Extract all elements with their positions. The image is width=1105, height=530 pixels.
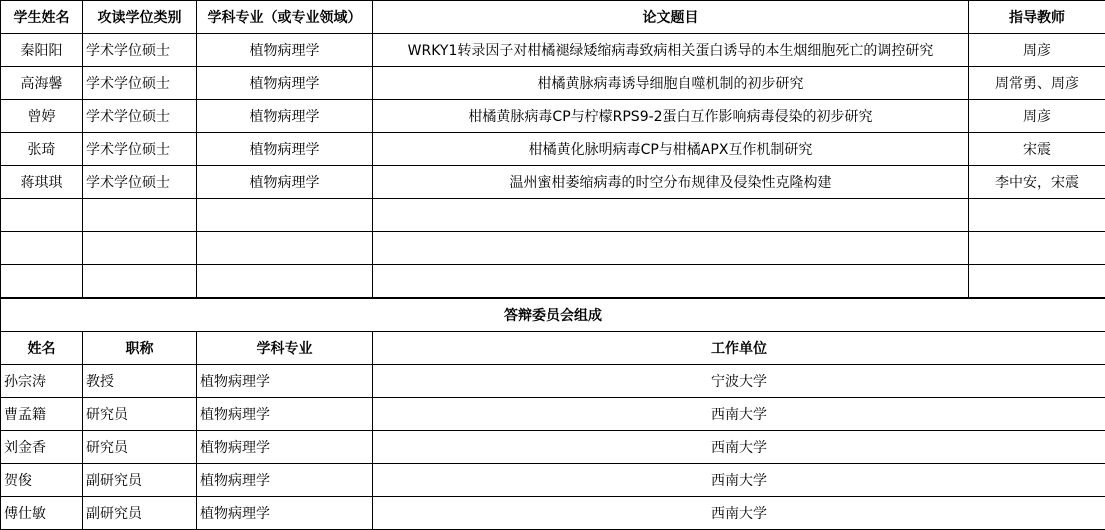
table-row <box>1 463 1105 496</box>
thesis-title: 柑橘黄化脉明病毒CP与柑橘APX互作机制研究 <box>373 133 969 166</box>
thesis-header-row <box>1 1 1105 34</box>
empty-cell <box>1 199 83 232</box>
major: 植物病理学 <box>197 34 373 67</box>
table-row <box>1 364 1105 397</box>
member-major: 植物病理学 <box>197 496 373 529</box>
empty-cell <box>83 199 197 232</box>
major: 植物病理学 <box>197 67 373 100</box>
member-unit: 西南大学 <box>373 496 1105 529</box>
table-row <box>1 397 1105 430</box>
header-major: 学科专业（或专业领域） <box>197 1 373 34</box>
empty-cell <box>373 199 969 232</box>
header-member-name: 姓名 <box>1 331 83 364</box>
student-name: 张琦 <box>1 133 83 166</box>
major: 植物病理学 <box>197 133 373 166</box>
table-row <box>1 34 1105 67</box>
member-rank: 副研究员 <box>83 496 197 529</box>
empty-cell <box>969 232 1105 265</box>
degree-type: 学术学位硕士 <box>83 100 197 133</box>
member-unit: 西南大学 <box>373 430 1105 463</box>
degree-type: 学术学位硕士 <box>83 67 197 100</box>
member-unit: 西南大学 <box>373 463 1105 496</box>
empty-cell <box>197 199 373 232</box>
empty-row <box>1 265 1105 298</box>
committee-title-row <box>1 298 1105 331</box>
table-row <box>1 430 1105 463</box>
member-major: 植物病理学 <box>197 430 373 463</box>
thesis-title: WRKY1转录因子对柑橘褪绿矮缩病毒致病相关蛋白诱导的本生烟细胞死亡的调控研究 <box>373 34 969 67</box>
empty-row <box>1 232 1105 265</box>
member-name: 傅仕敏 <box>1 496 83 529</box>
major: 植物病理学 <box>197 166 373 199</box>
table-row <box>1 67 1105 100</box>
advisor: 李中安，宋震 <box>969 166 1105 199</box>
member-major: 植物病理学 <box>197 364 373 397</box>
member-rank: 教授 <box>83 364 197 397</box>
header-work-unit: 工作单位 <box>373 331 1105 364</box>
student-name: 秦阳阳 <box>1 34 83 67</box>
member-name: 贺俊 <box>1 463 83 496</box>
student-name: 曾婷 <box>1 100 83 133</box>
empty-cell <box>197 265 373 298</box>
empty-cell <box>1 232 83 265</box>
major: 植物病理学 <box>197 100 373 133</box>
committee-header-row <box>1 331 1105 364</box>
degree-type: 学术学位硕士 <box>83 133 197 166</box>
empty-cell <box>83 265 197 298</box>
header-rank: 职称 <box>83 331 197 364</box>
member-unit: 宁波大学 <box>373 364 1105 397</box>
member-name: 孙宗涛 <box>1 364 83 397</box>
member-name: 曹孟籍 <box>1 397 83 430</box>
empty-cell <box>1 265 83 298</box>
member-name: 刘金香 <box>1 430 83 463</box>
table-row <box>1 166 1105 199</box>
empty-cell <box>969 199 1105 232</box>
empty-row <box>1 199 1105 232</box>
member-unit: 西南大学 <box>373 397 1105 430</box>
student-name: 蒋琪琪 <box>1 166 83 199</box>
empty-cell <box>969 265 1105 298</box>
member-major: 植物病理学 <box>197 463 373 496</box>
empty-cell <box>83 232 197 265</box>
degree-type: 学术学位硕士 <box>83 34 197 67</box>
header-student-name: 学生姓名 <box>1 1 83 34</box>
member-rank: 研究员 <box>83 430 197 463</box>
degree-type: 学术学位硕士 <box>83 166 197 199</box>
committee-table <box>0 297 1105 530</box>
member-major: 植物病理学 <box>197 397 373 430</box>
advisor: 周常勇、周彦 <box>969 67 1105 100</box>
committee-title: 答辩委员会组成 <box>1 298 1105 331</box>
member-rank: 副研究员 <box>83 463 197 496</box>
advisor: 宋震 <box>969 133 1105 166</box>
thesis-title: 柑橘黄脉病毒CP与柠檬RPS9-2蛋白互作影响病毒侵染的初步研究 <box>373 100 969 133</box>
advisor: 周彦 <box>969 100 1105 133</box>
empty-cell <box>373 265 969 298</box>
empty-cell <box>197 232 373 265</box>
header-advisor: 指导教师 <box>969 1 1105 34</box>
table-row <box>1 100 1105 133</box>
empty-cell <box>373 232 969 265</box>
header-degree-type: 攻读学位类别 <box>83 1 197 34</box>
advisor: 周彦 <box>969 34 1105 67</box>
thesis-title: 温州蜜柑萎缩病毒的时空分布规律及侵染性克隆构建 <box>373 166 969 199</box>
header-member-major: 学科专业 <box>197 331 373 364</box>
table-row <box>1 496 1105 529</box>
student-name: 高海馨 <box>1 67 83 100</box>
table-row <box>1 133 1105 166</box>
thesis-title: 柑橘黄脉病毒诱导细胞自噬机制的初步研究 <box>373 67 969 100</box>
header-thesis-title: 论文题目 <box>373 1 969 34</box>
member-rank: 研究员 <box>83 397 197 430</box>
